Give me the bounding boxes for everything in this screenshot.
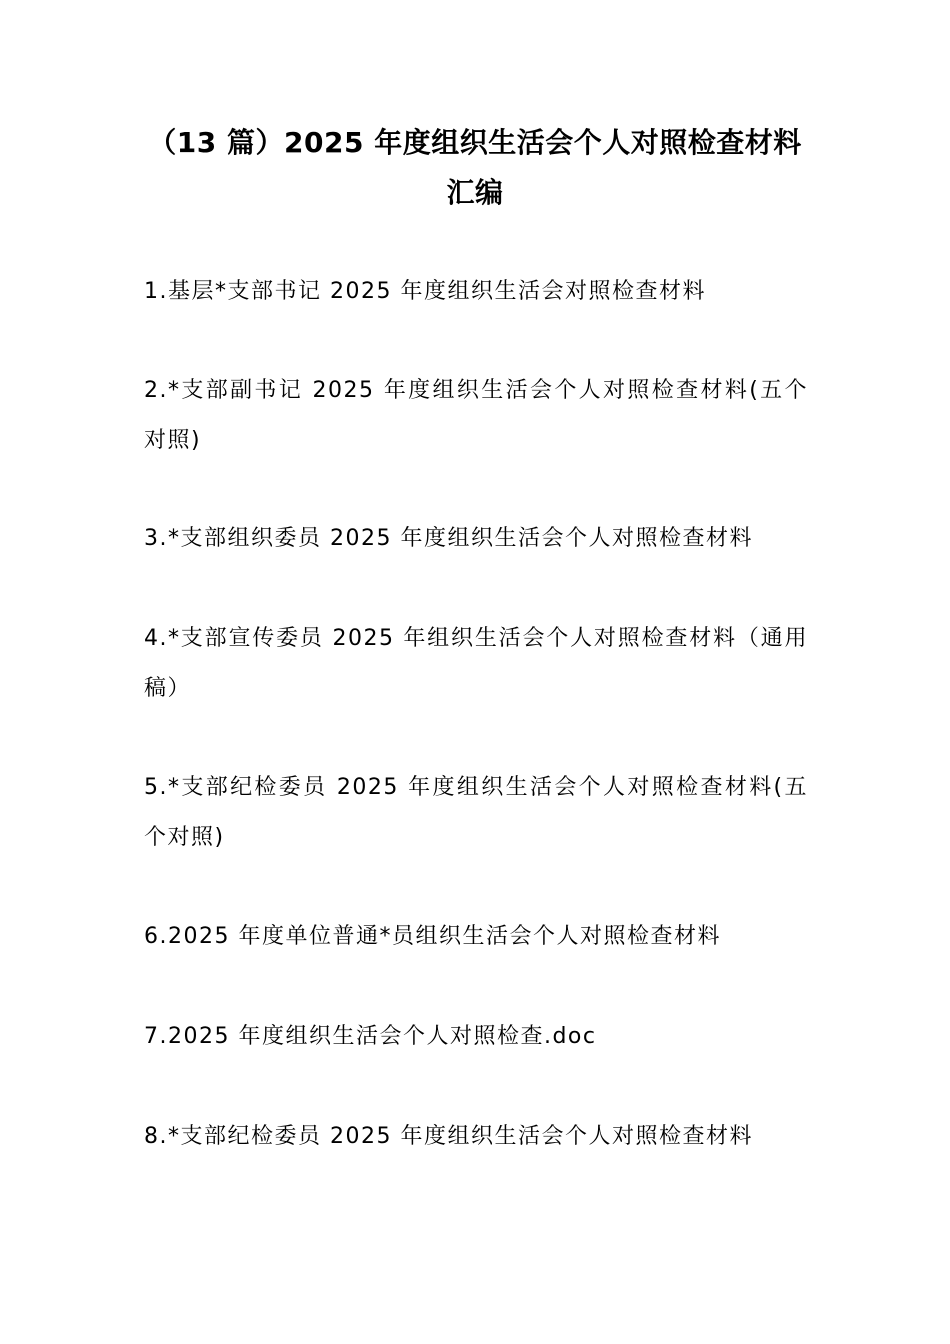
document-title: （13 篇）2025 年度组织生活会个人对照检查材料汇编 [148, 126, 802, 209]
list-item: 7.2025 年度组织生活会个人对照检查.doc [144, 1024, 597, 1049]
list-item: 8.*支部纪检委员 2025 年度组织生活会个人对照检查材料 [144, 1124, 753, 1149]
list-item: 1.基层*支部书记 2025 年度组织生活会对照检查材料 [144, 279, 706, 304]
list-item: 5.*支部纪检委员 2025 年度组织生活会个人对照检查材料(五个对照) [144, 775, 808, 850]
list-item: 4.*支部宣传委员 2025 年组织生活会个人对照检查材料（通用稿） [144, 626, 808, 701]
list-item: 6.2025 年度单位普通*员组织生活会个人对照检查材料 [144, 924, 721, 949]
list-item: 2.*支部副书记 2025 年度组织生活会个人对照检查材料(五个对照) [144, 378, 808, 453]
list-item: 3.*支部组织委员 2025 年度组织生活会个人对照检查材料 [144, 526, 753, 551]
